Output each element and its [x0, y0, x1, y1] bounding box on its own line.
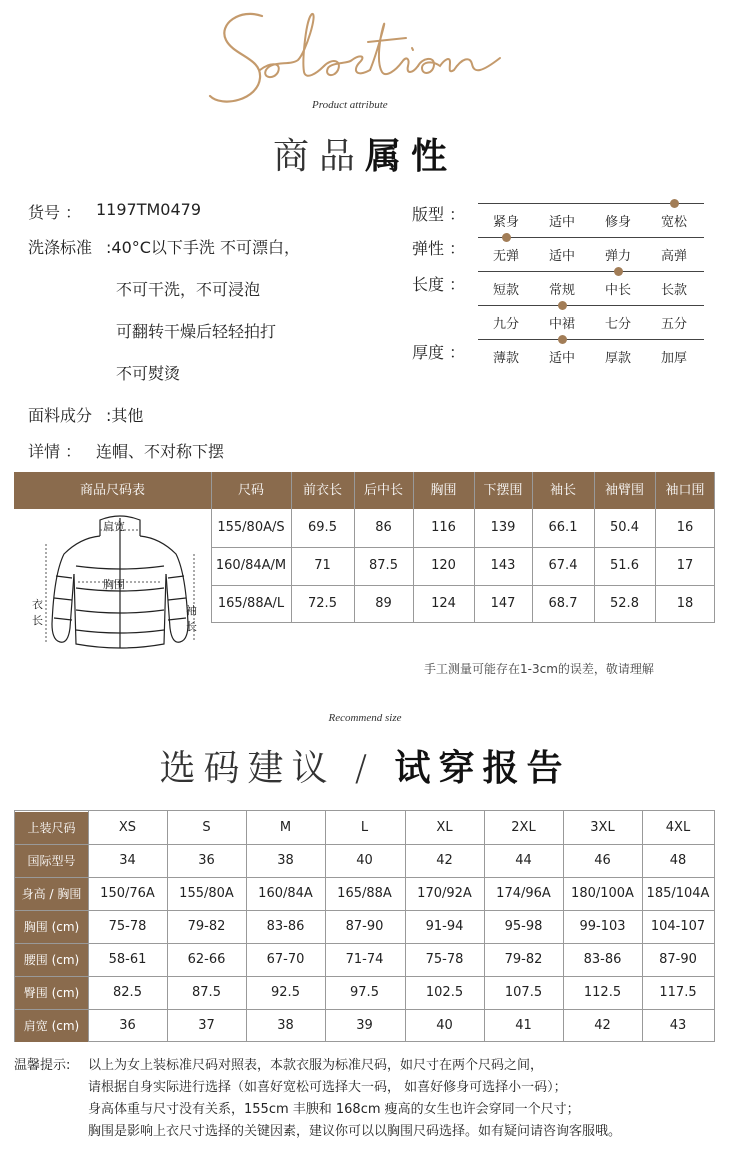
size-table-cell: 124 [431, 596, 456, 611]
scale-option: 厚款 [604, 351, 631, 366]
recommend-cell: 41 [515, 1018, 532, 1033]
scale-option: 加厚 [660, 351, 687, 366]
size-recommend-table [14, 810, 715, 1042]
scale-line [478, 271, 704, 272]
scale-option: 短款 [492, 283, 519, 298]
size-table [14, 472, 715, 633]
recommend-cell: 48 [669, 853, 687, 868]
diagram-label-sleeve-b: 长 [186, 620, 197, 633]
recommend-cell: 2XL [511, 820, 536, 835]
scale-option: 五分 [660, 317, 687, 332]
recommend-row-label: 国际型号 [15, 845, 88, 877]
size-table-cell: 67.4 [548, 558, 578, 573]
size-table-title: 商品尺码表 [79, 483, 145, 498]
scale-option: 修身 [604, 215, 631, 230]
recommend-cell: 42 [436, 853, 453, 868]
table-divider [15, 910, 714, 911]
fabric-label: 面料成分 [28, 406, 93, 425]
recommend-cell: 44 [515, 853, 532, 868]
size-table-header-cell: 前衣长 [302, 483, 342, 498]
recommend-cell: 36 [198, 853, 215, 868]
recommend-cell: 160/84A [258, 886, 313, 901]
wash-line-2: 不可干洗，不可浸泡 [116, 280, 261, 299]
recommend-cell: 170/92A [417, 886, 472, 901]
recommend-cell: 75-78 [108, 919, 147, 934]
recommend-cell: 40 [356, 853, 373, 868]
scale-line [478, 305, 704, 306]
wash-label: 洗涤标准 [28, 238, 93, 257]
recommend-cell: 83-86 [266, 919, 305, 934]
recommend-cell: 185/104A [646, 886, 710, 901]
size-table-header-cell: 袖长 [549, 483, 576, 498]
scale-selected-dot [614, 267, 623, 276]
recommend-cell: 150/76A [100, 886, 155, 901]
scale-selected-dot [558, 301, 567, 310]
table-divider [325, 811, 326, 1041]
table-divider [15, 976, 714, 977]
size-table-cell: 17 [676, 558, 694, 573]
recommend-cell: 104-107 [650, 919, 706, 934]
scale-option: 无弹 [492, 249, 519, 264]
recommend-cell: 87.5 [192, 985, 221, 1000]
recommend-cell: 180/100A [571, 886, 634, 901]
wash-line-1: :40°C以下手洗 不可漂白， [106, 238, 301, 257]
size-table-cell: 86 [375, 520, 392, 535]
recommend-cell: XS [118, 820, 137, 835]
table-divider [15, 943, 714, 944]
recommend-row-label: 腰围 (cm) [15, 944, 88, 976]
table-divider [405, 811, 406, 1041]
script-subtitle: Product attribute [312, 99, 388, 111]
size-table-header-cell: 下摆围 [483, 483, 523, 498]
recommend-cell: 117.5 [659, 985, 697, 1000]
recommend-cell: 4XL [665, 820, 691, 835]
recommend-cell: 46 [594, 853, 611, 868]
size-table-cell: 16 [676, 520, 694, 535]
size-table-cell: 50.4 [610, 520, 639, 535]
size-table-cell: 155/80A/S [217, 520, 285, 535]
size-table-cell: 71 [314, 558, 331, 573]
scale-option: 弹力 [604, 249, 631, 264]
tips-line-3: 身高体重与尺寸没有关系，155cm 丰腴和 168cm 瘦高的女生也许会穿同一个尺寸； [88, 1102, 580, 1117]
size-table-header-cell: 胸围 [430, 483, 457, 498]
recommend-cell: S [202, 820, 211, 835]
scale-line [478, 237, 704, 238]
detail-label: 详情 ： [28, 442, 82, 461]
size-table-header-cell: 袖臂围 [604, 483, 644, 498]
recommend-cell: 3XL [590, 820, 615, 835]
scale-label: 长度 ： [412, 275, 466, 294]
recommend-cell: 102.5 [425, 985, 464, 1000]
size-table-cell: 147 [490, 596, 516, 611]
recommend-title-bold: 试穿报告 [394, 748, 571, 789]
scale-label: 版型 ： [412, 205, 466, 224]
recommend-cell: 62-66 [187, 952, 226, 967]
scale-option: 中裙 [548, 317, 575, 332]
diagram-label-shoulder: 肩宽 [103, 520, 125, 533]
scale-label: 弹性 ： [412, 239, 466, 258]
tips-line-1: 以上为女上装标准尺码对照表，本款衣服为标准尺码，如尺寸在两个尺码之间， [88, 1058, 544, 1073]
recommend-cell: 95-98 [504, 919, 543, 934]
recommend-cell: 38 [277, 1018, 294, 1033]
table-divider [88, 811, 89, 1041]
table-divider [211, 622, 715, 623]
recommend-cell: 42 [594, 1018, 611, 1033]
recommend-cell: 79-82 [504, 952, 543, 967]
recommend-cell: L [360, 820, 369, 835]
recommend-row-label: 上装尺码 [15, 812, 88, 844]
table-divider [15, 877, 714, 878]
tips-label: 温馨提示: [14, 1058, 71, 1073]
table-divider [15, 844, 714, 845]
diagram-label-chest: 胸围 [103, 578, 125, 591]
recommend-cell: XL [436, 820, 453, 835]
recommend-cell: 67-70 [266, 952, 305, 967]
scale-label: 厚度 ： [412, 343, 466, 362]
tips-line-4: 胸围是影响上衣尺寸选择的关键因素，建议你可以以胸围尺码选择。如有疑问请咨询客服哦。 [88, 1124, 622, 1139]
recommend-cell: 112.5 [583, 985, 622, 1000]
diagram-label-length-b: 长 [32, 614, 43, 627]
item-no-value: 1197TM0479 [96, 200, 202, 219]
recommend-cell: 165/88A [337, 886, 392, 901]
recommend-cell: 43 [669, 1018, 687, 1033]
table-divider [211, 585, 715, 586]
recommend-subtitle: Recommend size [328, 712, 402, 724]
size-table-cell: 51.6 [610, 558, 639, 573]
size-table-header-cell: 尺码 [237, 483, 264, 498]
size-table-cell: 116 [431, 520, 456, 535]
recommend-cell: 36 [119, 1018, 136, 1033]
wash-line-3: 可翻转干燥后轻轻拍打 [116, 322, 277, 341]
scale-option: 中长 [604, 283, 631, 298]
recommend-cell: 58-61 [108, 952, 147, 967]
table-divider [15, 1009, 714, 1010]
scale-option: 七分 [604, 317, 631, 332]
tips-line-2: 请根据自身实际进行选择（如喜好宽松可选择大一码， 如喜好修身可选择小一码）； [88, 1080, 567, 1095]
recommend-cell: 91-94 [425, 919, 464, 934]
size-table-cell: 143 [490, 558, 516, 573]
size-table-cell: 87.5 [369, 558, 398, 573]
scale-option: 高弹 [660, 249, 687, 264]
scale-option: 九分 [492, 317, 519, 332]
scale-option: 薄款 [492, 351, 519, 366]
scale-option: 适中 [548, 215, 575, 230]
recommend-cell: 99-103 [579, 919, 626, 934]
recommend-cell: 34 [119, 853, 136, 868]
page-title [0, 128, 730, 179]
size-table-cell: 160/84A/M [215, 558, 287, 573]
recommend-cell: 87-90 [345, 919, 384, 934]
recommend-cell: 174/96A [496, 886, 551, 901]
recommend-cell: 37 [198, 1018, 215, 1033]
scale-selected-dot [670, 199, 679, 208]
recommend-cell: 97.5 [350, 985, 379, 1000]
recommend-cell: 38 [277, 853, 294, 868]
recommend-row-label: 胸围 (cm) [15, 911, 88, 943]
recommend-cell: 83-86 [583, 952, 622, 967]
recommend-cell: 87-90 [659, 952, 697, 967]
scale-selected-dot [502, 233, 511, 242]
recommend-cell: 107.5 [504, 985, 543, 1000]
recommend-title [0, 740, 730, 791]
table-divider [484, 811, 485, 1041]
diagram-label-length-a: 衣 [32, 598, 43, 611]
table-divider [211, 547, 715, 548]
scale-option: 适中 [548, 249, 575, 264]
size-table-cell: 52.8 [610, 596, 639, 611]
detail-value: 连帽、不对称下摆 [96, 442, 225, 461]
size-table-cell: 69.5 [308, 520, 337, 535]
scale-selected-dot [558, 335, 567, 344]
table-divider [246, 811, 247, 1041]
diagram-label-sleeve-a: 袖 [186, 604, 197, 617]
recommend-row-label: 身高 / 胸围 [15, 878, 88, 910]
table-divider [167, 811, 168, 1041]
size-table-cell: 72.5 [308, 596, 337, 611]
recommend-cell: 39 [356, 1018, 373, 1033]
recommend-cell: 92.5 [271, 985, 300, 1000]
recommend-row-label: 肩宽 (cm) [15, 1010, 88, 1042]
size-table-cell: 165/88A/L [217, 596, 285, 611]
item-no-label: 货号 ： [28, 203, 82, 222]
size-table-cell: 120 [431, 558, 456, 573]
recommend-cell: 155/80A [179, 886, 234, 901]
selection-script-logo [200, 0, 540, 130]
recommend-cell: M [279, 820, 292, 835]
size-table-cell: 66.1 [548, 520, 578, 535]
recommend-cell: 71-74 [345, 952, 384, 967]
scale-option: 紧身 [492, 215, 519, 230]
size-table-header-cell: 后中长 [363, 483, 403, 498]
size-table-cell: 139 [490, 520, 516, 535]
size-table-cell: 18 [676, 596, 694, 611]
recommend-row-label: 臀围 (cm) [15, 977, 88, 1009]
scale-option: 常规 [548, 283, 575, 298]
recommend-cell: 79-82 [187, 919, 226, 934]
size-table-header-cell: 袖口围 [665, 483, 705, 498]
fabric-value: :其他 [106, 406, 144, 425]
measurement-note: 手工测量可能存在1-3cm的误差，敬请理解 [424, 662, 654, 676]
scale-option: 长款 [660, 283, 687, 298]
wash-line-4: 不可熨烫 [116, 364, 181, 383]
size-table-cell: 68.7 [548, 596, 578, 611]
table-divider [563, 811, 564, 1041]
scale-option: 适中 [548, 351, 575, 366]
page-title-light: 商品 [272, 136, 365, 177]
scale-line [478, 339, 704, 340]
recommend-cell: 75-78 [425, 952, 464, 967]
recommend-cell: 40 [436, 1018, 453, 1033]
scale-option: 宽松 [660, 215, 687, 230]
size-table-cell: 89 [375, 596, 392, 611]
recommend-cell: 82.5 [113, 985, 142, 1000]
page-title-bold: 属性 [365, 136, 458, 177]
recommend-title-light: 选码建议 / [159, 748, 376, 789]
table-divider [642, 811, 643, 1041]
